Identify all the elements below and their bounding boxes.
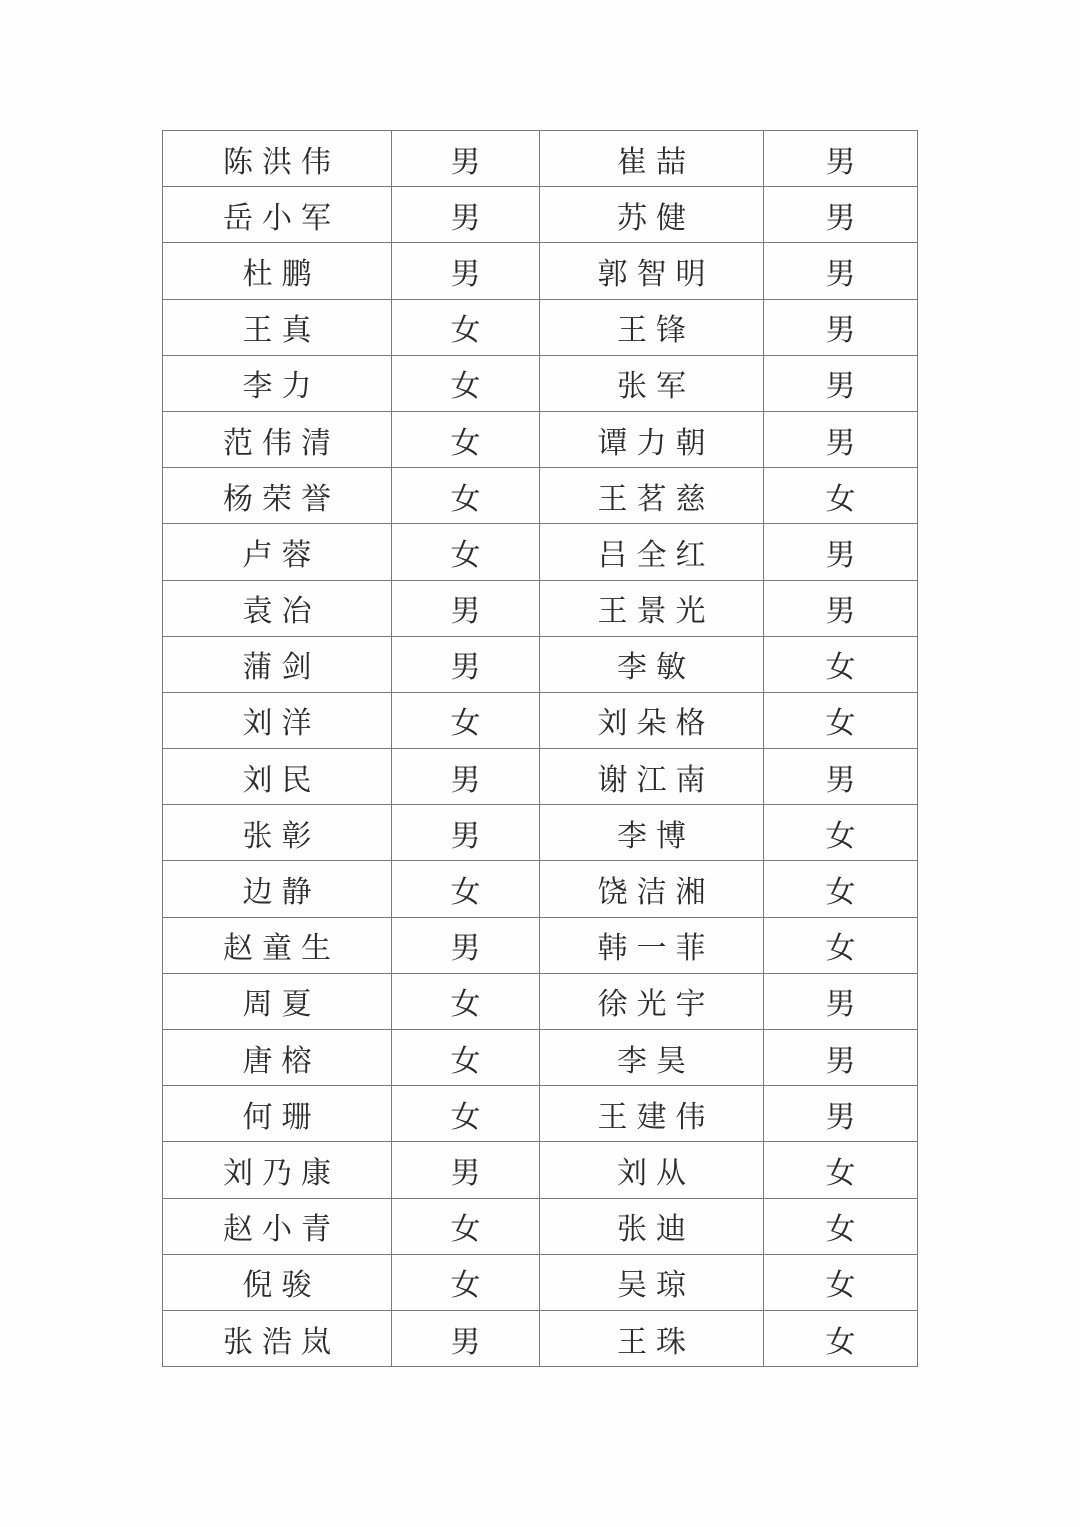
roster-table-body — [163, 131, 918, 1367]
name-cell: 苏健 — [540, 187, 764, 243]
gender-cell: 男 — [764, 973, 918, 1029]
name-cell: 边静 — [163, 861, 392, 917]
name-cell: 吕全红 — [540, 524, 764, 580]
table-row — [163, 299, 918, 355]
gender-cell: 女 — [392, 299, 540, 355]
table-row — [163, 355, 918, 411]
gender-cell: 女 — [764, 692, 918, 748]
gender-cell: 男 — [764, 299, 918, 355]
table-row — [163, 917, 918, 973]
name-cell: 刘洋 — [163, 692, 392, 748]
name-cell: 张迪 — [540, 1198, 764, 1254]
gender-cell: 女 — [764, 468, 918, 524]
gender-cell: 男 — [764, 411, 918, 467]
gender-cell: 女 — [392, 1086, 540, 1142]
table-row — [163, 1030, 918, 1086]
name-cell: 王锋 — [540, 299, 764, 355]
name-cell: 王茗慈 — [540, 468, 764, 524]
name-cell: 唐榕 — [163, 1030, 392, 1086]
table-row — [163, 131, 918, 187]
gender-cell: 女 — [392, 1254, 540, 1310]
name-cell: 徐光宇 — [540, 973, 764, 1029]
name-cell: 王真 — [163, 299, 392, 355]
table-row — [163, 243, 918, 299]
gender-cell: 女 — [764, 636, 918, 692]
gender-cell: 女 — [392, 1198, 540, 1254]
name-cell: 岳小军 — [163, 187, 392, 243]
table-row — [163, 1142, 918, 1198]
name-cell: 王景光 — [540, 580, 764, 636]
table-row — [163, 468, 918, 524]
gender-cell: 男 — [764, 355, 918, 411]
name-cell: 李敏 — [540, 636, 764, 692]
name-cell: 卢蓉 — [163, 524, 392, 580]
gender-cell: 男 — [392, 749, 540, 805]
table-row — [163, 1254, 918, 1310]
gender-cell: 女 — [392, 524, 540, 580]
gender-cell: 女 — [764, 1310, 918, 1366]
name-cell: 谭力朝 — [540, 411, 764, 467]
name-cell: 李力 — [163, 355, 392, 411]
table-row — [163, 805, 918, 861]
table-row — [163, 1198, 918, 1254]
name-cell: 郭智明 — [540, 243, 764, 299]
gender-cell: 男 — [392, 243, 540, 299]
gender-cell: 女 — [764, 1254, 918, 1310]
name-cell: 张军 — [540, 355, 764, 411]
name-cell: 袁冶 — [163, 580, 392, 636]
gender-cell: 男 — [392, 917, 540, 973]
gender-cell: 女 — [392, 1030, 540, 1086]
name-cell: 杜鹏 — [163, 243, 392, 299]
gender-cell: 女 — [392, 692, 540, 748]
table-row — [163, 187, 918, 243]
name-cell: 范伟清 — [163, 411, 392, 467]
name-cell: 赵童生 — [163, 917, 392, 973]
gender-cell: 男 — [764, 187, 918, 243]
gender-cell: 女 — [764, 1198, 918, 1254]
gender-cell: 男 — [392, 580, 540, 636]
name-cell: 王珠 — [540, 1310, 764, 1366]
name-cell: 吴琼 — [540, 1254, 764, 1310]
table-row — [163, 973, 918, 1029]
name-cell: 刘朵格 — [540, 692, 764, 748]
name-cell: 谢江南 — [540, 749, 764, 805]
gender-cell: 女 — [392, 861, 540, 917]
name-cell: 张浩岚 — [163, 1310, 392, 1366]
gender-cell: 女 — [392, 973, 540, 1029]
gender-cell: 男 — [392, 1310, 540, 1366]
name-cell: 王建伟 — [540, 1086, 764, 1142]
name-cell: 刘从 — [540, 1142, 764, 1198]
table-row — [163, 1310, 918, 1366]
gender-cell: 男 — [764, 1086, 918, 1142]
name-cell: 何珊 — [163, 1086, 392, 1142]
name-cell: 韩一菲 — [540, 917, 764, 973]
name-cell: 刘民 — [163, 749, 392, 805]
gender-cell: 女 — [764, 805, 918, 861]
name-cell: 陈洪伟 — [163, 131, 392, 187]
gender-cell: 男 — [392, 805, 540, 861]
gender-cell: 女 — [392, 411, 540, 467]
gender-cell: 男 — [392, 1142, 540, 1198]
name-cell: 倪骏 — [163, 1254, 392, 1310]
name-cell: 张彰 — [163, 805, 392, 861]
gender-cell: 女 — [764, 861, 918, 917]
gender-cell: 男 — [764, 749, 918, 805]
gender-cell: 男 — [392, 187, 540, 243]
table-row — [163, 636, 918, 692]
name-cell: 李昊 — [540, 1030, 764, 1086]
name-cell: 杨荣誉 — [163, 468, 392, 524]
gender-cell: 男 — [764, 131, 918, 187]
gender-cell: 男 — [764, 243, 918, 299]
name-cell: 蒲剑 — [163, 636, 392, 692]
table-row — [163, 692, 918, 748]
table-row — [163, 580, 918, 636]
table-row — [163, 411, 918, 467]
gender-cell: 男 — [764, 524, 918, 580]
name-cell: 赵小青 — [163, 1198, 392, 1254]
name-cell: 刘乃康 — [163, 1142, 392, 1198]
name-cell: 李博 — [540, 805, 764, 861]
table-row — [163, 861, 918, 917]
roster-table — [162, 130, 918, 1367]
name-cell: 崔喆 — [540, 131, 764, 187]
name-cell: 周夏 — [163, 973, 392, 1029]
gender-cell: 男 — [392, 131, 540, 187]
table-row — [163, 1086, 918, 1142]
gender-cell: 女 — [764, 1142, 918, 1198]
name-cell: 饶洁湘 — [540, 861, 764, 917]
gender-cell: 男 — [764, 1030, 918, 1086]
gender-cell: 男 — [764, 580, 918, 636]
table-row — [163, 749, 918, 805]
gender-cell: 女 — [392, 468, 540, 524]
gender-cell: 女 — [392, 355, 540, 411]
table-row — [163, 524, 918, 580]
gender-cell: 男 — [392, 636, 540, 692]
gender-cell: 女 — [764, 917, 918, 973]
